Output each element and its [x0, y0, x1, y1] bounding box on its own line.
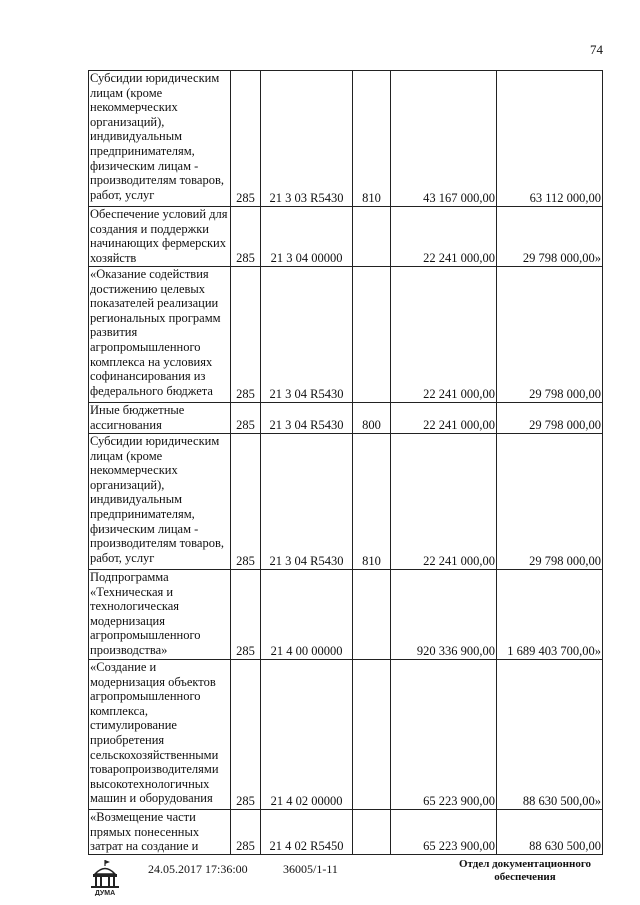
footer-department-line: обеспечения: [494, 871, 556, 883]
row-target: 21 4 02 00000: [261, 660, 353, 810]
row-sum-2017: 65 223 900,00: [391, 660, 497, 810]
row-sum-2017: 65 223 900,00: [391, 810, 497, 855]
row-target: 21 3 04 00000: [261, 207, 353, 267]
row-ministry: 285: [231, 71, 261, 207]
duma-logo-icon: [86, 858, 124, 896]
row-sum-2017: 22 241 000,00: [391, 207, 497, 267]
row-sum-2017: 43 167 000,00: [391, 71, 497, 207]
row-ministry: 285: [231, 434, 261, 570]
row-ministry: 285: [231, 810, 261, 855]
row-name: «Возмещение части прямых понесенных затрат на создание и: [89, 810, 231, 855]
footer-timestamp: 24.05.2017 17:36:00: [148, 862, 248, 876]
row-ministry: 285: [231, 403, 261, 434]
row-sum-2018: 29 798 000,00: [497, 267, 603, 403]
row-target: 21 4 02 R5450: [261, 810, 353, 855]
row-name: Субсидии юридическим лицам (кроме некоммерческих организаций), индивидуальным предпринимателям, физическим лицам - производителям товаров, работ, услуг: [89, 71, 231, 207]
table-row: [89, 71, 603, 207]
row-sum-2017: 22 241 000,00: [391, 434, 497, 570]
row-sum-2018: 1 689 403 700,00»: [497, 570, 603, 660]
row-sum-2018: 29 798 000,00: [497, 403, 603, 434]
row-sum-2018: 88 630 500,00»: [497, 660, 603, 810]
row-vr: [353, 660, 391, 810]
row-vr: [353, 570, 391, 660]
row-target: 21 3 04 R5430: [261, 403, 353, 434]
row-sum-2017: 22 241 000,00: [391, 267, 497, 403]
table-row: [89, 403, 603, 434]
row-sum-2018: 88 630 500,00: [497, 810, 603, 855]
row-vr: [353, 810, 391, 855]
row-sum-2018: 29 798 000,00: [497, 434, 603, 570]
row-name: Иные бюджетные ассигнования: [89, 403, 231, 434]
footer-department-line: Отдел документационного: [458, 858, 592, 870]
table-row: [89, 570, 603, 660]
svg-text:ДУМА: ДУМА: [94, 890, 116, 896]
row-ministry: 285: [231, 570, 261, 660]
row-target: 21 4 00 00000: [261, 570, 353, 660]
footer-document-number: 36005/1-11: [283, 862, 338, 876]
table-row: [89, 207, 603, 267]
table-row: [89, 267, 603, 403]
budget-table: [88, 70, 603, 855]
row-name: Подпрограмма «Техническая и технологическая модернизация агропромышленного производства»: [89, 570, 231, 660]
table-row: [89, 810, 603, 855]
row-sum-2018: 63 112 000,00: [497, 71, 603, 207]
row-sum-2017: 22 241 000,00: [391, 403, 497, 434]
row-ministry: 285: [231, 267, 261, 403]
table-row: [89, 660, 603, 810]
page-number: 74: [590, 42, 603, 57]
row-ministry: 285: [231, 207, 261, 267]
row-vr: 800: [353, 403, 391, 434]
row-name: «Создание и модернизация объектов агропромышленного комплекса, стимулирование приобретения сельскохозяйственными товаропроизводителями высокотехнологичных машин и оборудования: [89, 660, 231, 810]
row-target: 21 3 04 R5430: [261, 434, 353, 570]
row-sum-2018: 29 798 000,00»: [497, 207, 603, 267]
row-target: 21 3 03 R5430: [261, 71, 353, 207]
row-sum-2017: 920 336 900,00: [391, 570, 497, 660]
row-vr: 810: [353, 434, 391, 570]
row-name: Субсидии юридическим лицам (кроме некоммерческих организаций), индивидуальным предпринимателям, физическим лицам - производителям товаров, работ, услуг: [89, 434, 231, 570]
row-name: «Оказание содействия достижению целевых показателей реализации региональных программ развития агропромышленного комплекса на условиях софинансирования из федерального бюджета: [89, 267, 231, 403]
row-target: 21 3 04 R5430: [261, 267, 353, 403]
row-vr: [353, 267, 391, 403]
row-ministry: 285: [231, 660, 261, 810]
footer-department: [440, 858, 610, 884]
table-row: [89, 434, 603, 570]
row-name: Обеспечение условий для создания и поддержки начинающих фермерских хозяйств: [89, 207, 231, 267]
row-vr: [353, 207, 391, 267]
row-vr: 810: [353, 71, 391, 207]
